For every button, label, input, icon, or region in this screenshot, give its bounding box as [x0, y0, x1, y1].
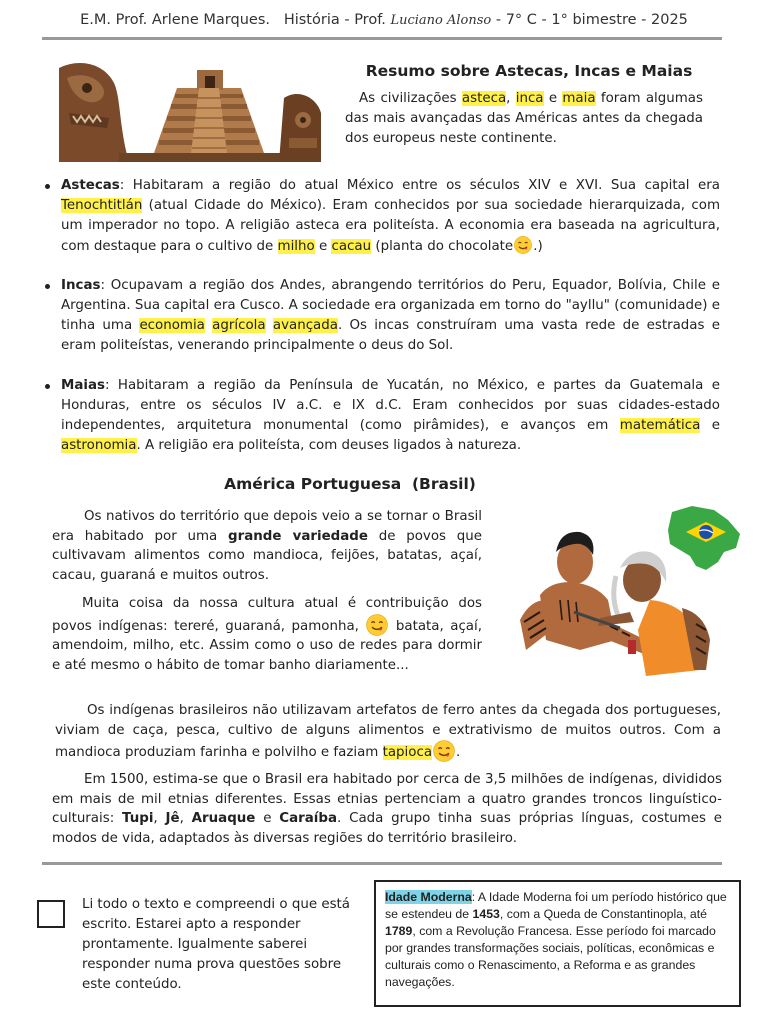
highlight-astronomia: astronomia	[61, 438, 137, 453]
teacher-prefix: Prof.	[354, 12, 386, 28]
highlight-tapioca: tapioca	[382, 745, 433, 760]
read-confirmation-text: Li todo o texto e compreendi o que está escrito. Estarei apto a responder prontamente. Igualmente saberei responder numa prova questões sobre este conteúdo.	[82, 897, 351, 992]
brazil-map-icon	[668, 506, 740, 570]
school-name: E.M. Prof. Arlene Marques.	[80, 12, 270, 28]
yum-face-icon	[433, 740, 455, 762]
bold-1789: 1789	[385, 924, 413, 938]
highlight-idade-moderna: Idade Moderna	[385, 890, 472, 904]
bullet-icon	[45, 184, 50, 189]
highlight-asteca: asteca	[461, 91, 507, 106]
bullet-incas: Incas: Ocupavam a região dos Andes, abrangendo territórios do Peru, Equador, Bolívia, Chile e Argentina. Sua capital era Cusco. A sociedade era organizada em torno do "ayllu" (comunidade) e tinha uma economia agrícola avançada. Os incas construíram uma vasta rede de estradas e eram politeístas, venerando principalmente o deus do Sol.	[45, 276, 720, 356]
bold-aruaque: Aruaque	[191, 811, 256, 826]
footer-divider	[42, 862, 722, 865]
year-label: 2025	[651, 12, 688, 28]
bullet-astecas: Astecas: Habitaram a região do atual México entre os séculos XIV e XVI. Sua capital era Tenochtitlán (atual Cidade do México). Eram conhecidos por sua sociedade hierarquizada, com um imperador no topo. A religião asteca era politeísta. A economia era baseada na agricultura, com destaque para o cultivo de milho e cacau (planta do chocolate .)	[45, 176, 720, 257]
idade-moderna-box: Idade Moderna: A Idade Moderna foi um período histórico que se estendeu de 1453, com a Queda de Constantinopla, até 1789, com a Revolução Francesa. Esse período foi marcado por grandes transformações sociais, políticas, econômicas e culturais como o Renascimento, a Reforma e as grandes navegações.	[374, 880, 741, 1007]
paragraph-nativos: Os nativos do território que depois veio a se tornar o Brasil era habitado por uma grande variedade de povos que cultivavam alimentos como mandioca, feijões, batatas, açaí, cacau, guaraná e muitos outros.	[52, 509, 482, 583]
paragraph-1500: Em 1500, estima-se que o Brasil era habitado por cerca de 3,5 milhões de indígenas, divididos em mais de mil etnias diferentes. Essas etnias pertenciam a quatro grandes troncos linguístico-culturais: Tupi, Jê, Aruaque e Caraíba. Cada grupo tinha suas próprias línguas, costumes e modos de vida, adaptados às diversas regiões do território brasileiro.	[52, 772, 722, 846]
highlight-avancada: avançada	[272, 318, 338, 333]
bullet-icon	[45, 284, 50, 289]
america-portuguesa-title: América Portuguesa (Brasil)	[224, 475, 476, 493]
astecas-label: Astecas	[61, 178, 120, 193]
highlight-agricola: agrícola	[212, 318, 266, 333]
header-divider	[42, 37, 722, 40]
resumo-title: Resumo sobre Astecas, Incas e Maias	[365, 62, 693, 80]
teacher-name: Luciano Alonso	[390, 13, 492, 28]
paragraph-ferro: Os indígenas brasileiros não utilizavam artefatos de ferro antes da chegada dos portugueses, viviam de caça, pesca, cultivo de alguns alimentos e extrativismo de muitos outros. Com a mandioca produziam farinha e polvilho e faziam tapioca .	[55, 703, 721, 760]
bold-je: Jê	[165, 811, 180, 826]
indigenous-tattoo-illustration	[500, 500, 745, 685]
term-label: 1° bimestre	[551, 12, 637, 28]
bold-1453: 1453	[472, 907, 500, 921]
highlight-economia: economia	[139, 318, 205, 333]
highlight-matematica: matemática	[619, 418, 701, 433]
paragraph-cultura: Muita coisa da nossa cultura atual é contribuição dos povos indígenas: tereré, guaraná, pamonha, batata, açaí, amendoim, milho, etc. Assim como o uso de redes para dormir e até mesmo o hábito de tomar banho diariamente...	[52, 596, 482, 673]
highlight-tenochtitlan: Tenochtitlán	[61, 198, 143, 213]
resumo-intro: As civilizações asteca, inca e maia foram algumas das mais avançadas das Américas antes da chegada dos europeus neste continente.	[345, 91, 703, 146]
highlight-maia: maia	[562, 91, 596, 106]
incas-label: Incas	[61, 278, 101, 293]
yum-face-icon	[366, 614, 388, 636]
highlight-inca: inca	[515, 91, 544, 106]
page-header: E.M. Prof. Arlene Marques. História - Prof. Luciano Alonso - 7° C - 1° bimestre - 2025	[80, 12, 688, 28]
subject: História	[283, 12, 340, 28]
maias-label: Maias	[61, 378, 105, 393]
bullet-maias: Maias: Habitaram a região da Península de Yucatán, no México, e partes da Guatemala e Honduras, entre os séculos IV a.C. e IX d.C. Eram conhecidos por suas cidades-estado independentes, arquitetura monumental (como pirâmides), e avanços em matemática e astronomia. A religião era politeísta, com deuses ligados à natureza.	[45, 376, 720, 456]
read-confirmation-checkbox[interactable]	[37, 900, 65, 928]
bold-caraiba: Caraíba	[279, 811, 338, 826]
bold-grande-variedade: grande variedade	[228, 528, 368, 544]
aztec-pyramid-image	[59, 58, 321, 162]
highlight-milho: milho	[277, 239, 315, 254]
class-label: 7° C	[505, 12, 537, 28]
yum-face-icon	[514, 236, 532, 254]
bullet-icon	[45, 384, 50, 389]
bold-tupi: Tupi	[122, 811, 154, 826]
highlight-cacau: cacau	[331, 239, 372, 254]
